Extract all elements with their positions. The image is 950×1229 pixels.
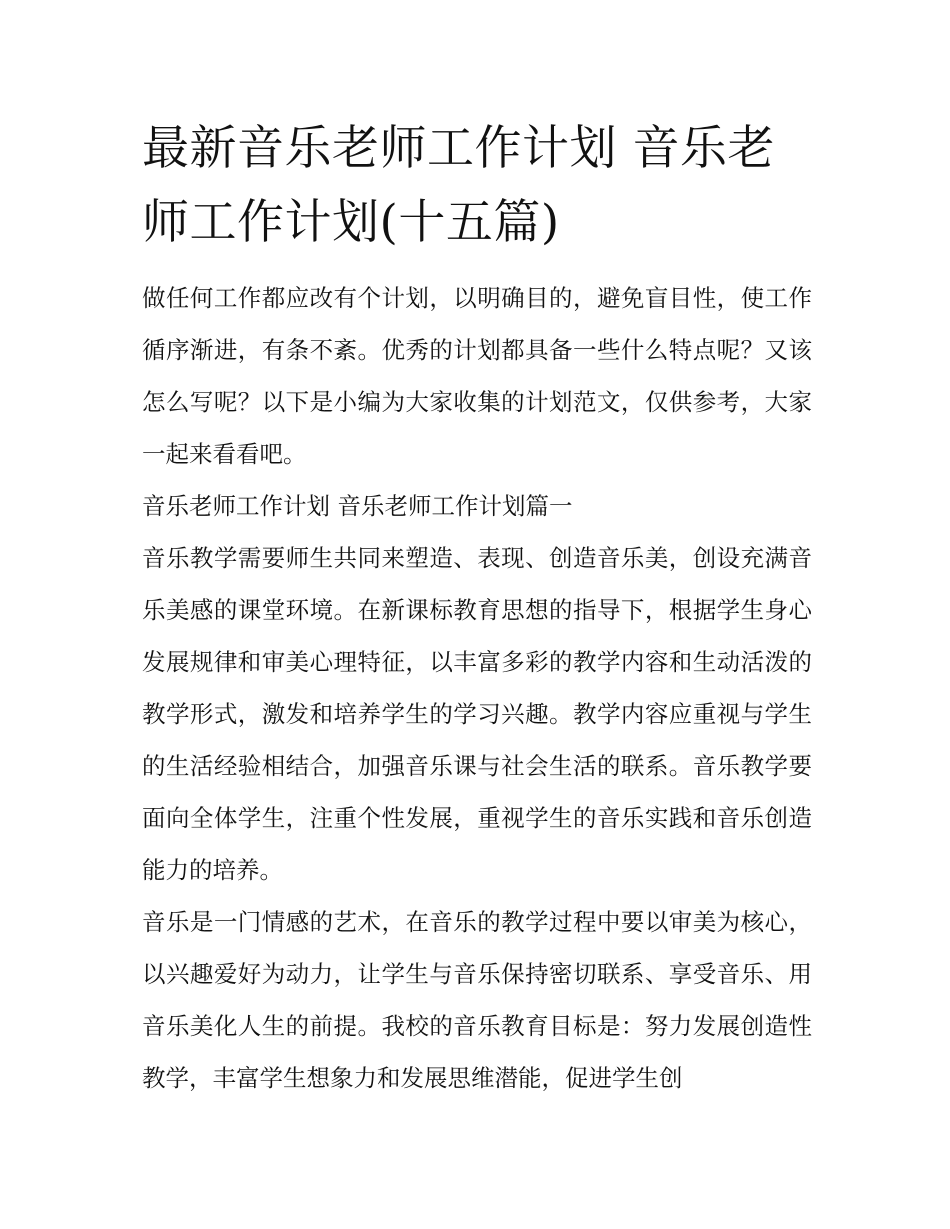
- document-title: 最新音乐老师工作计划 音乐老师工作计划(十五篇): [142, 121, 775, 250]
- section-heading: 音乐老师工作计划 音乐老师工作计划篇一: [142, 492, 573, 520]
- document-body: [142, 112, 812, 1104]
- intro-paragraph: 做任何工作都应改有个计划，以明确目的，避免盲目性，使工作循序渐进，有条不紊。优秀的计划都具备一些什么特点呢？又该怎么写呢？以下是小编为大家收集的计划范文，仅供参考，大家一起来看看吧。: [142, 284, 812, 468]
- body-paragraph-1: 音乐教学需要师生共同来塑造、表现、创造音乐美，创设充满音乐美感的课堂环境。在新课标教育思想的指导下，根据学生身心发展规律和审美心理特征，以丰富多彩的教学内容和生动活泼的教学形式，激发和培养学生的学习兴趣。教学内容应重视与学生的生活经验相结合，加强音乐课与社会生活的联系。音乐教学要面向全体学生，注重个性发展，重视学生的音乐实践和音乐创造能力的培养。: [142, 544, 812, 884]
- body-paragraph-2: 音乐是一门情感的艺术，在音乐的教学过程中要以审美为核心，以兴趣爱好为动力，让学生与音乐保持密切联系、享受音乐、用音乐美化人生的前提。我校的音乐教育目标是：努力发展创造性教学，丰富学生想象力和发展思维潜能，促进学生创: [142, 908, 812, 1092]
